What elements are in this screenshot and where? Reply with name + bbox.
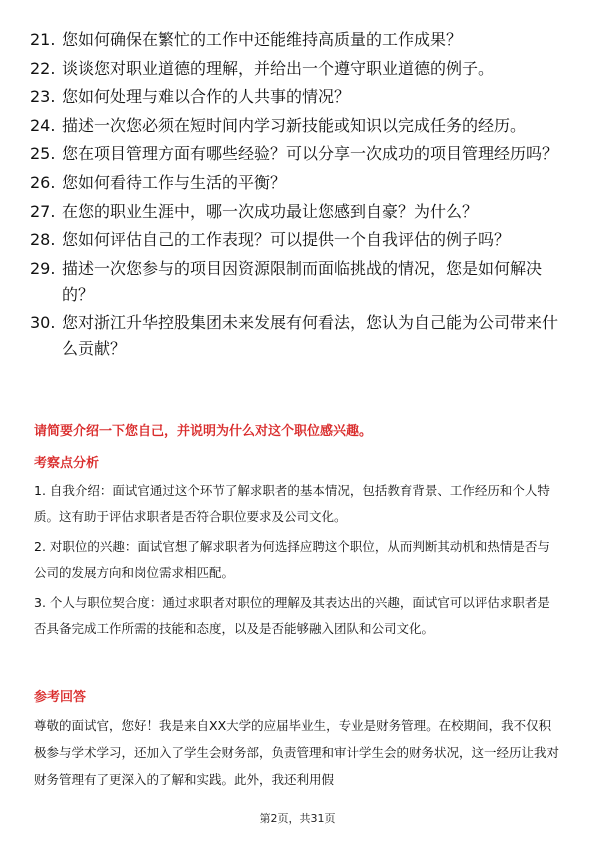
question-number: 25. (30, 144, 56, 164)
analysis-item: 3. 个人与职位契合度：通过求职者对职位的理解及其表达出的兴趣，面试官可以评估求职者是否具备完成工作所需的技能和态度，以及是否能够融入团队和公司文化。 (34, 595, 550, 636)
interview-prompt: 请简要介绍一下您自己，并说明为什么对这个职位感兴趣。 (34, 424, 373, 439)
question-item (30, 27, 570, 53)
question-text: 谈谈您对职业道德的理解，并给出一个遵守职业道德的例子。 (62, 58, 495, 78)
question-text: 描述一次您参与的项目因资源限制而面临挑战的情况，您是如何解决的？ (62, 258, 543, 304)
question-item (30, 170, 570, 196)
answer-heading: 参考回答 (34, 690, 87, 705)
question-number: 30. (30, 313, 56, 333)
question-item (30, 56, 570, 82)
question-number: 29. (30, 258, 56, 278)
question-text: 您如何确保在繁忙的工作中还能维持高质量的工作成果？ (62, 30, 463, 49)
question-number: 21. (30, 30, 56, 49)
question-item (30, 310, 570, 362)
question-number: 23. (30, 87, 56, 107)
question-text: 您如何看待工作与生活的平衡？ (62, 172, 287, 192)
question-number: 28. (30, 230, 56, 250)
analysis-item: 1. 自我介绍：面试官通过这个环节了解求职者的基本情况，包括教育背景、工作经历和个人特质。这有助于评估求职者是否符合职位要求及公司文化。 (34, 483, 550, 524)
question-text: 您如何处理与难以合作的人共事的情况？ (62, 87, 351, 107)
question-item (30, 141, 570, 167)
question-number: 27. (30, 201, 56, 221)
question-text: 您对浙江升华控股集团未来发展有何看法，您认为自己能为公司带来什么贡献？ (62, 313, 559, 359)
question-item (30, 84, 570, 110)
question-list (30, 27, 570, 365)
analysis-heading: 考察点分析 (34, 456, 100, 471)
question-item (30, 199, 570, 225)
analysis-list (34, 478, 562, 646)
question-item (30, 113, 570, 139)
analysis-item: 2. 对职位的兴趣：面试官想了解求职者为何选择应聘这个职位，从而判断其动机和热情是否与公司的发展方向和岗位需求相匹配。 (34, 539, 550, 580)
question-text: 描述一次您必须在短时间内学习新技能或知识以完成任务的经历。 (62, 115, 527, 135)
question-text: 您在项目管理方面有哪些经验？可以分享一次成功的项目管理经历吗？ (62, 144, 559, 164)
page-footer: 第2页，共31页 (259, 812, 336, 825)
answer-body: 尊敬的面试官，您好！我是来自XX大学的应届毕业生，专业是财务管理。在校期间，我不仅积极参与学术学习，还加入了学生会财务部，负责管理和审计学生会的财务状况，这一经历让我对财务管理有了更深入的了解和实践。此外，我还利用假 (34, 718, 560, 787)
question-number: 26. (30, 172, 56, 192)
question-text: 您如何评估自己的工作表现？可以提供一个自我评估的例子吗？ (62, 230, 511, 250)
question-text: 在您的职业生涯中，哪一次成功最让您感到自豪？为什么？ (62, 201, 479, 221)
question-number: 22. (30, 58, 56, 78)
question-number: 24. (30, 115, 56, 135)
question-item (30, 227, 570, 253)
question-item (30, 256, 570, 308)
